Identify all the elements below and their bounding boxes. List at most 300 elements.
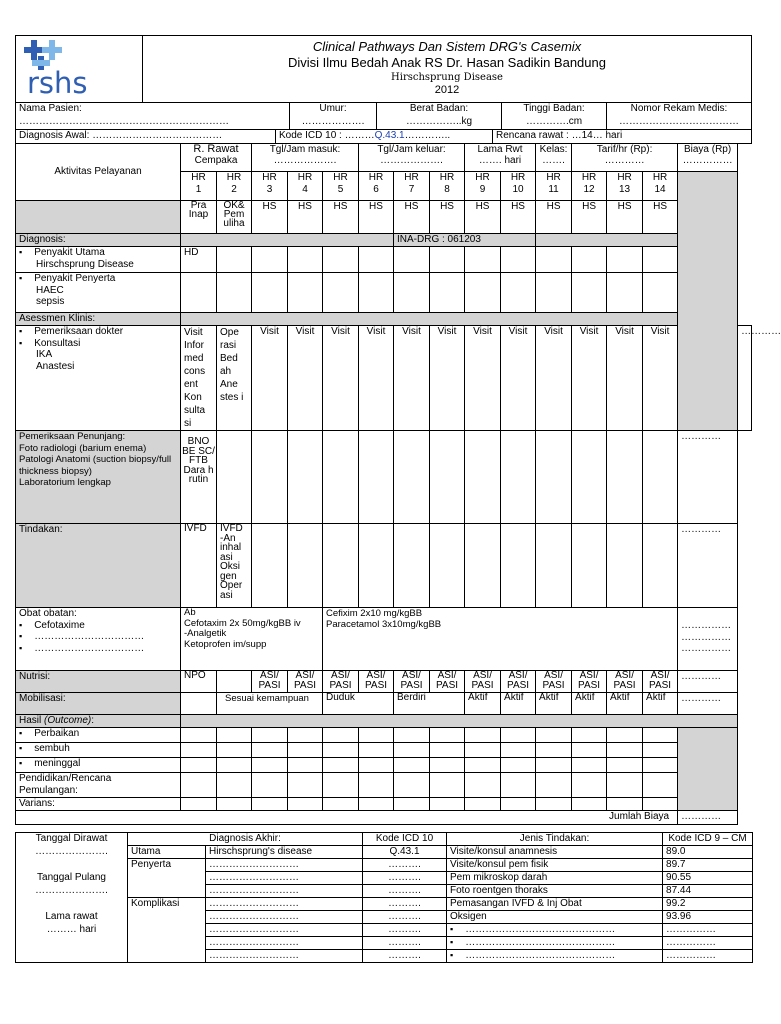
- penunjang-label: Pemeriksaan Penunjang:: [19, 431, 126, 442]
- cell[interactable]: [323, 758, 359, 773]
- final-diagnosis-header: Diagnosis Akhir:: [128, 833, 363, 846]
- cell[interactable]: [359, 743, 394, 758]
- cell[interactable]: [288, 431, 323, 524]
- obat-label: Obat obatan:: [19, 608, 77, 619]
- cell[interactable]: [217, 773, 252, 798]
- cell[interactable]: [465, 728, 501, 743]
- cell[interactable]: [572, 728, 607, 743]
- cell[interactable]: [181, 728, 217, 743]
- cell[interactable]: [536, 247, 572, 273]
- icd10-8[interactable]: ……….: [363, 937, 447, 950]
- icd10-2[interactable]: ……….: [363, 859, 447, 872]
- obat-item-2: ▪ ……………………………: [19, 631, 177, 643]
- cell[interactable]: [465, 773, 501, 798]
- discharge-value[interactable]: ……………….: [380, 155, 443, 166]
- aktif-10: Aktif: [501, 693, 536, 715]
- cell[interactable]: [181, 758, 217, 773]
- cell[interactable]: [430, 728, 465, 743]
- penyerta-label: Penyerta: [128, 859, 206, 872]
- final-diagnosis-5[interactable]: ………………………: [206, 898, 363, 911]
- day-hr-14: HR 14: [643, 172, 678, 201]
- cell[interactable]: [643, 758, 678, 773]
- icd9-header: Kode ICD 9 – CM: [663, 833, 753, 846]
- cell[interactable]: [536, 273, 572, 313]
- final-diagnosis-7[interactable]: ………………………: [206, 924, 363, 937]
- cell[interactable]: [465, 247, 501, 273]
- obat-items: [16, 608, 181, 671]
- cell[interactable]: [323, 728, 359, 743]
- cell[interactable]: [572, 743, 607, 758]
- icd9-7[interactable]: ……………: [663, 924, 753, 937]
- icd10-3[interactable]: ……….: [363, 872, 447, 885]
- cell[interactable]: [501, 524, 536, 608]
- diagnosis-bar: [15, 130, 752, 144]
- cell[interactable]: [536, 773, 572, 798]
- initial-diagnosis-field[interactable]: Diagnosis Awal: …………………………………: [16, 130, 276, 144]
- asi-4: ASI/ PASI: [288, 671, 323, 693]
- day-hr-2: HR 2: [217, 172, 252, 201]
- cell[interactable]: [252, 524, 288, 608]
- cell[interactable]: [501, 431, 536, 524]
- cell[interactable]: [323, 743, 359, 758]
- cell[interactable]: [501, 743, 536, 758]
- icd9-3[interactable]: 90.55: [663, 872, 753, 885]
- admit-cell: [252, 144, 359, 172]
- cell[interactable]: [288, 273, 323, 313]
- cell[interactable]: [465, 758, 501, 773]
- cell[interactable]: [252, 743, 288, 758]
- tindakan-day1: IVFD: [181, 524, 217, 608]
- asesmen-pemeriksaan: ▪ Pemeriksaan dokter: [19, 326, 177, 338]
- cell[interactable]: [359, 728, 394, 743]
- cell[interactable]: [394, 743, 430, 758]
- cell[interactable]: [536, 728, 572, 743]
- cell[interactable]: [323, 798, 359, 811]
- day-hr-6: HR 6: [359, 172, 394, 201]
- cell[interactable]: [394, 758, 430, 773]
- asesmen-day1: Visit Infor med cons ent Kon sulta si: [181, 326, 217, 431]
- cell[interactable]: [181, 743, 217, 758]
- record-number-label: Nomor Rekam Medis:: [607, 103, 752, 116]
- cell[interactable]: [465, 798, 501, 811]
- hasil-perbaikan: ▪ Perbaikan: [19, 728, 177, 740]
- cell[interactable]: [607, 247, 643, 273]
- cell[interactable]: [323, 431, 359, 524]
- hasil-meninggal: ▪ meninggal: [19, 758, 177, 770]
- form-year: 2012: [434, 84, 460, 96]
- day-hr-4: HR 4: [288, 172, 323, 201]
- tindakan-day2: IVFD -An inhal asi Oksi gen Oper asi: [217, 524, 252, 608]
- icd10-header: Kode ICD 10: [363, 833, 447, 846]
- icd10-field[interactable]: [276, 130, 493, 144]
- patient-name-field[interactable]: ………………………………………………………: [16, 116, 290, 130]
- penunjang-item-1: Foto radiologi (barium enema): [19, 442, 147, 454]
- procedure-6[interactable]: Oksigen: [447, 911, 663, 924]
- asi-9: ASI/ PASI: [465, 671, 501, 693]
- final-diagnosis-3[interactable]: ………………………: [206, 872, 363, 885]
- cell[interactable]: [536, 431, 572, 524]
- cell[interactable]: [465, 524, 501, 608]
- class-cell: [536, 144, 572, 172]
- form-title: Clinical Pathways Dan Sistem DRG's Casemix: [312, 39, 582, 54]
- cell[interactable]: [430, 758, 465, 773]
- asesmen-cost[interactable]: …………: [738, 326, 752, 431]
- final-diagnosis-2[interactable]: ………………………: [206, 859, 363, 872]
- aktif-9: Aktif: [465, 693, 501, 715]
- cell[interactable]: [643, 431, 678, 524]
- final-diagnosis-4[interactable]: ………………………: [206, 885, 363, 898]
- cell[interactable]: [607, 773, 643, 798]
- height-field[interactable]: ………….cm: [502, 116, 607, 130]
- cell[interactable]: [465, 743, 501, 758]
- visit-14: Visit: [643, 326, 678, 431]
- secondary-disease-value-2: sepsis: [36, 296, 65, 307]
- cell[interactable]: [501, 773, 536, 798]
- day-sub-12: HS: [572, 201, 607, 234]
- asi-6: ASI/ PASI: [359, 671, 394, 693]
- lama-rawat-value[interactable]: ……… hari: [16, 924, 128, 937]
- asesmen-konsultasi: ▪ Konsultasi: [19, 338, 177, 350]
- cell[interactable]: [430, 743, 465, 758]
- cell[interactable]: [288, 773, 323, 798]
- procedure-7[interactable]: [447, 924, 663, 937]
- final-diagnosis-1[interactable]: Hirschsprung's disease: [206, 846, 363, 859]
- clinical-pathway-form: [15, 35, 781, 963]
- primary-disease-value: Hirschsprung Disease: [36, 258, 134, 270]
- secondary-disease-label: ▪ Penyakit Penyerta: [19, 273, 177, 285]
- procedure-9-text: ▪ ………………………………………: [450, 950, 659, 962]
- cell[interactable]: [430, 247, 465, 273]
- asi-14: ASI/ PASI: [643, 671, 678, 693]
- cell[interactable]: [323, 273, 359, 313]
- aktif-11: Aktif: [536, 693, 572, 715]
- day-sub-9: HS: [465, 201, 501, 234]
- cell[interactable]: [252, 273, 288, 313]
- cell[interactable]: [572, 773, 607, 798]
- mobilisasi-berdiri: Berdiri: [394, 693, 465, 715]
- icd9-9[interactable]: ……………: [663, 950, 753, 963]
- record-number-field[interactable]: ………………………………: [607, 116, 752, 130]
- tindakan-cost[interactable]: …………: [678, 524, 738, 608]
- cell[interactable]: [359, 773, 394, 798]
- cell[interactable]: [572, 758, 607, 773]
- icd9-6[interactable]: 93.96: [663, 911, 753, 924]
- nutrisi-cost[interactable]: …………: [678, 671, 738, 693]
- cell[interactable]: [607, 758, 643, 773]
- day-sub-3: HS: [252, 201, 288, 234]
- cell[interactable]: [394, 524, 430, 608]
- cell[interactable]: [181, 773, 217, 798]
- cell[interactable]: [217, 758, 252, 773]
- visit-4: Visit: [288, 326, 323, 431]
- cell[interactable]: [252, 758, 288, 773]
- discharge-label: Tgl/Jam keluar:: [377, 143, 446, 155]
- cell[interactable]: [252, 773, 288, 798]
- cell[interactable]: [217, 431, 252, 524]
- penunjang-item-3: Laboratorium lengkap: [19, 477, 111, 488]
- class-label: Kelas:: [539, 143, 568, 155]
- hasil-colon: :: [91, 715, 95, 726]
- cell[interactable]: [501, 758, 536, 773]
- cell[interactable]: [607, 743, 643, 758]
- class-value[interactable]: …….: [542, 155, 565, 166]
- tariff-cell: [572, 144, 678, 172]
- final-diagnosis-9[interactable]: ………………………: [206, 950, 363, 963]
- hasil-cost-gray: [678, 728, 738, 811]
- cell[interactable]: [430, 798, 465, 811]
- cell[interactable]: [288, 728, 323, 743]
- day-sub-11: HS: [536, 201, 572, 234]
- utama-label: Utama: [128, 846, 206, 859]
- patient-info: [15, 103, 752, 130]
- pendidikan-line-2: Pemulangan:: [19, 784, 78, 796]
- cell[interactable]: [536, 743, 572, 758]
- obat-ab-text: Ab Cefotaxim 2x 50mg/kgBB iv -Analgetik Ketoprofen im/supp: [181, 608, 323, 671]
- total-cost-value[interactable]: …………: [678, 811, 738, 825]
- spacer: [128, 911, 206, 924]
- tgl-pulang-label: Tanggal Pulang: [16, 872, 128, 885]
- cell[interactable]: [465, 273, 501, 313]
- cell[interactable]: [430, 773, 465, 798]
- asesmen-day2: Ope rasi Bed ah Ane stes i: [217, 326, 252, 431]
- asi-11: ASI/ PASI: [536, 671, 572, 693]
- cell[interactable]: [217, 273, 252, 313]
- cell[interactable]: [572, 247, 607, 273]
- final-diagnosis-8[interactable]: ………………………: [206, 937, 363, 950]
- admit-value[interactable]: ……………….: [273, 155, 337, 166]
- cell[interactable]: [572, 431, 607, 524]
- cell[interactable]: [501, 247, 536, 273]
- secondary-disease: [16, 273, 181, 313]
- asesmen-items: [16, 326, 181, 431]
- procedure-1[interactable]: Visite/konsul anamnesis: [447, 846, 663, 859]
- logo-cell: [16, 36, 143, 103]
- cell[interactable]: [501, 798, 536, 811]
- cell[interactable]: [643, 273, 678, 313]
- diagnosis-gray: [181, 234, 394, 247]
- tgl-dirawat-value[interactable]: ………………….: [16, 846, 128, 859]
- diagnosis-gray-right: [536, 234, 678, 247]
- spacer: [16, 898, 128, 911]
- day-hr-8: HR 8: [430, 172, 465, 201]
- mobilisasi-label: Mobilisasi:: [16, 693, 181, 715]
- cell[interactable]: [394, 773, 430, 798]
- los-value[interactable]: ……. hari: [478, 155, 522, 166]
- icd9-5[interactable]: 99.2: [663, 898, 753, 911]
- cell[interactable]: [536, 524, 572, 608]
- mobilisasi-sesuai: Sesuai kemampuan: [217, 693, 323, 715]
- cell[interactable]: [607, 524, 643, 608]
- obat-cost-2[interactable]: ……………: [681, 631, 732, 643]
- obat-cost: [678, 608, 738, 671]
- icd10-1[interactable]: Q.43.1: [363, 846, 447, 859]
- procedure-2[interactable]: Visite/konsul pem fisik: [447, 859, 663, 872]
- procedure-4[interactable]: Foto roentgen thoraks: [447, 885, 663, 898]
- cell[interactable]: [359, 758, 394, 773]
- cell[interactable]: [359, 273, 394, 313]
- spacer: [128, 885, 206, 898]
- cell[interactable]: [323, 524, 359, 608]
- cell[interactable]: [181, 273, 217, 313]
- icd9-2[interactable]: 89.7: [663, 859, 753, 872]
- hasil-label: [16, 715, 181, 728]
- cell[interactable]: [394, 728, 430, 743]
- cell[interactable]: [607, 431, 643, 524]
- obat-cost-1[interactable]: ……………: [681, 620, 732, 631]
- final-summary: [15, 832, 753, 963]
- title-cell: [143, 36, 752, 103]
- final-diagnosis-6[interactable]: ………………………: [206, 911, 363, 924]
- procedure-8[interactable]: [447, 937, 663, 950]
- tgl-pulang-value[interactable]: ………………….: [16, 885, 128, 898]
- weight-field[interactable]: ……………..kg: [377, 116, 502, 130]
- cell[interactable]: [572, 798, 607, 811]
- icd10-9[interactable]: ……….: [363, 950, 447, 963]
- aktif-14: Aktif: [643, 693, 678, 715]
- cell[interactable]: [607, 728, 643, 743]
- icd10-4[interactable]: ……….: [363, 885, 447, 898]
- plan-stay-field[interactable]: Rencana rawat : …14… hari: [493, 130, 752, 144]
- cell[interactable]: [288, 798, 323, 811]
- asi-7: ASI/ PASI: [394, 671, 430, 693]
- room-label: R. Rawat: [193, 142, 239, 155]
- asesmen-gray: [181, 313, 678, 326]
- form-header: [15, 35, 752, 103]
- los-cell: [465, 144, 536, 172]
- cell[interactable]: [252, 798, 288, 811]
- cell[interactable]: [323, 773, 359, 798]
- cell[interactable]: [643, 728, 678, 743]
- cell[interactable]: [572, 273, 607, 313]
- cell[interactable]: [643, 247, 678, 273]
- icd10-label: Kode ICD 10 : ………: [279, 129, 375, 141]
- day-hr-9: HR 9: [465, 172, 501, 201]
- visit-9: Visit: [465, 326, 501, 431]
- icd9-1[interactable]: 89.0: [663, 846, 753, 859]
- icd10-7[interactable]: ……….: [363, 924, 447, 937]
- procedure-9[interactable]: [447, 950, 663, 963]
- total-cost-label: Jumlah Biaya: [16, 811, 678, 825]
- visit-10: Visit: [501, 326, 536, 431]
- cost-header: [678, 144, 738, 172]
- cell[interactable]: [252, 431, 288, 524]
- cell[interactable]: [217, 743, 252, 758]
- procedure-3[interactable]: Pem mikroskop darah: [447, 872, 663, 885]
- cell[interactable]: [465, 431, 501, 524]
- obat-item-3: ▪ ……………………………: [19, 643, 177, 655]
- day-sub-6: HS: [359, 201, 394, 234]
- cell[interactable]: [607, 273, 643, 313]
- cell[interactable]: [217, 247, 252, 273]
- aktif-13: Aktif: [607, 693, 643, 715]
- cell[interactable]: [430, 273, 465, 313]
- cell[interactable]: [252, 728, 288, 743]
- spacer: [128, 872, 206, 885]
- obat-cost-3[interactable]: ……………: [681, 643, 732, 654]
- cell[interactable]: [394, 273, 430, 313]
- cell[interactable]: [430, 524, 465, 608]
- cell[interactable]: [181, 693, 217, 715]
- cell[interactable]: [359, 524, 394, 608]
- cell[interactable]: [643, 773, 678, 798]
- patient-name-label: Nama Pasien:: [16, 103, 290, 116]
- cell[interactable]: [288, 524, 323, 608]
- discharge-cell: [359, 144, 465, 172]
- asi-13: ASI/ PASI: [607, 671, 643, 693]
- cell[interactable]: [501, 273, 536, 313]
- day-sub-10: HS: [501, 201, 536, 234]
- room-value: Cempaka: [194, 155, 238, 166]
- cost-value[interactable]: ……………: [682, 155, 733, 166]
- cell[interactable]: [643, 798, 678, 811]
- cell[interactable]: [607, 798, 643, 811]
- day-sub-5: HS: [323, 201, 359, 234]
- icd9-4[interactable]: 87.44: [663, 885, 753, 898]
- asesmen-anastesi: Anastesi: [36, 360, 75, 372]
- cell[interactable]: [323, 247, 359, 273]
- icd10-6[interactable]: ……….: [363, 911, 447, 924]
- cell[interactable]: [252, 247, 288, 273]
- cell[interactable]: [430, 431, 465, 524]
- cell[interactable]: [394, 247, 430, 273]
- admit-label: Tgl/Jam masuk:: [269, 143, 341, 155]
- cell[interactable]: [359, 247, 394, 273]
- asesmen-section-label: Asessmen Klinis:: [16, 313, 181, 326]
- diagnosis-section-label: Diagnosis:: [16, 234, 181, 247]
- cost-label: Biaya (Rp): [683, 143, 732, 155]
- cell[interactable]: [394, 431, 430, 524]
- tariff-value[interactable]: …………: [604, 155, 645, 166]
- ina-drg-code: INA-DRG : 061203: [394, 234, 536, 247]
- cell[interactable]: [536, 758, 572, 773]
- cell[interactable]: [643, 524, 678, 608]
- day-hr-12: HR 12: [572, 172, 607, 201]
- visit-12: Visit: [572, 326, 607, 431]
- cell[interactable]: [572, 524, 607, 608]
- secondary-disease-value-1: HAEC: [36, 284, 64, 296]
- cell[interactable]: [501, 728, 536, 743]
- mobilisasi-cost[interactable]: …………: [678, 693, 738, 715]
- spacer: [128, 950, 206, 963]
- icd9-8[interactable]: ……………: [663, 937, 753, 950]
- tariff-label: Tarif/hr (Rp):: [596, 143, 653, 155]
- cell[interactable]: [359, 431, 394, 524]
- cell[interactable]: [217, 728, 252, 743]
- cell[interactable]: [359, 798, 394, 811]
- asi-12: ASI/ PASI: [572, 671, 607, 693]
- day-sub-1: Pra Inap: [181, 201, 217, 234]
- procedure-5[interactable]: Pemasangan IVFD & Inj Obat: [447, 898, 663, 911]
- weight-label: Berat Badan:: [377, 103, 502, 116]
- cell[interactable]: [181, 798, 217, 811]
- hasil-text: Hasil: [19, 715, 42, 726]
- penunjang-cost[interactable]: …………: [678, 431, 738, 524]
- cell[interactable]: [643, 743, 678, 758]
- nutrisi-label: Nutrisi:: [16, 671, 181, 693]
- day-sub-4: HS: [288, 201, 323, 234]
- cell[interactable]: [288, 758, 323, 773]
- cell[interactable]: [394, 798, 430, 811]
- cell[interactable]: [288, 743, 323, 758]
- cell[interactable]: [288, 247, 323, 273]
- age-field[interactable]: ……………….: [290, 116, 377, 130]
- icd10-5[interactable]: ……….: [363, 898, 447, 911]
- spacer: [128, 937, 206, 950]
- cell[interactable]: [217, 798, 252, 811]
- cell[interactable]: [536, 798, 572, 811]
- outcome-text: (Outcome): [44, 715, 92, 726]
- cell[interactable]: [217, 671, 252, 693]
